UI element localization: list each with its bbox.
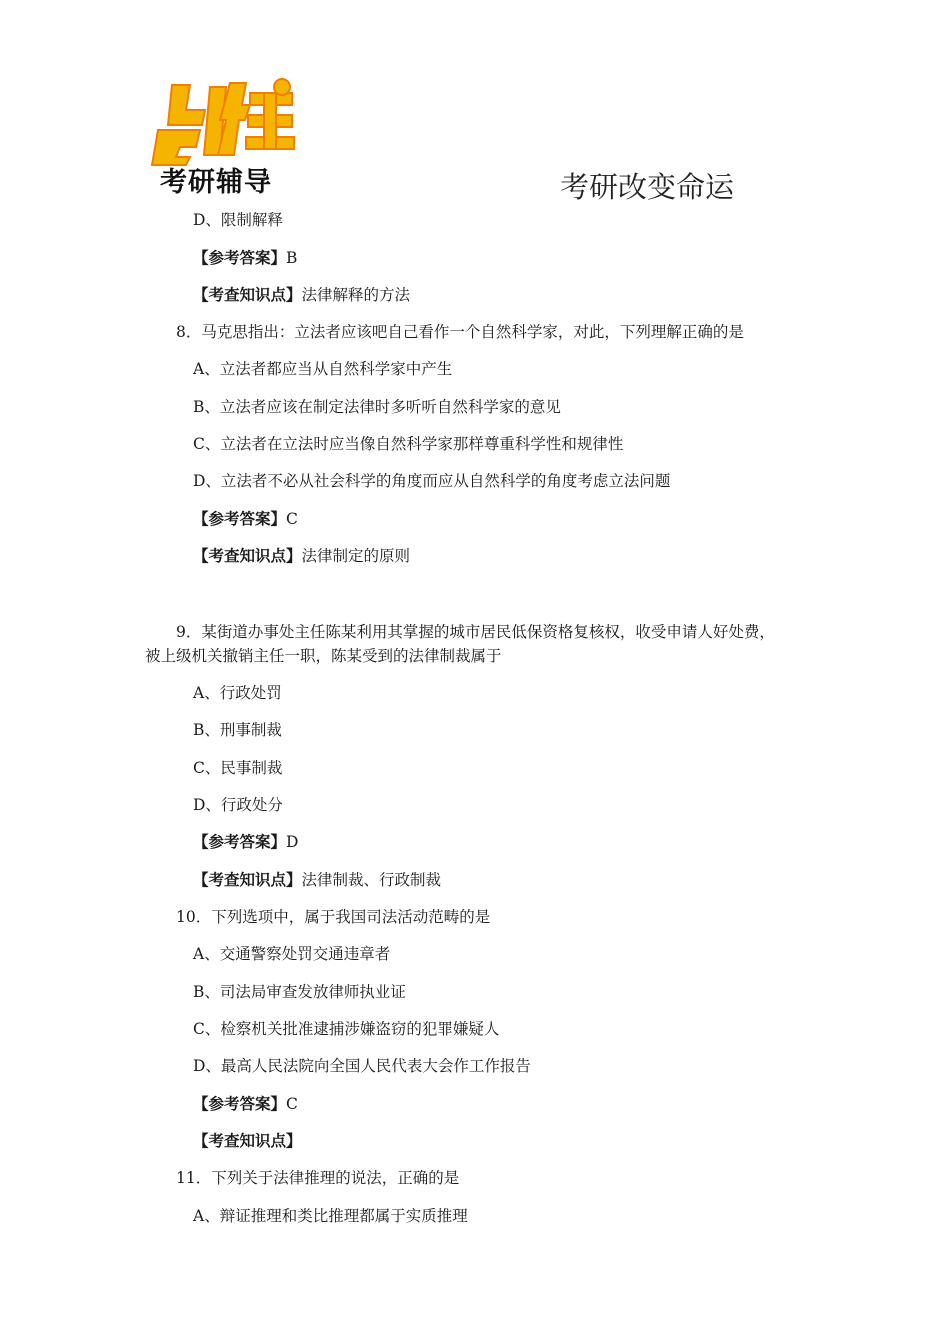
question-11-option-a: A、辩证推理和类比推理都属于实质推理	[193, 1207, 468, 1225]
answer-label: 【参考答案】	[193, 509, 287, 528]
knowledge-label: 【考查知识点】	[193, 870, 302, 889]
knowledge-value: 法律制定的原则	[301, 547, 411, 565]
knowledge-line-7	[193, 284, 410, 306]
knowledge-line-8	[193, 545, 410, 567]
knowledge-value: 法律制裁、行政制裁	[301, 871, 442, 889]
knowledge-label: 【考查知识点】	[193, 546, 302, 565]
answer-line-7	[193, 247, 297, 269]
answer-line-10	[193, 1093, 298, 1115]
question-10: 10．下列选项中，属于我国司法活动范畴的是	[176, 908, 491, 926]
answer-value: D	[286, 833, 299, 851]
question-9-option-c: C、民事制裁	[193, 759, 283, 777]
answer-value: C	[286, 510, 298, 528]
answer-label: 【参考答案】	[193, 832, 287, 851]
question-8-option-d: D、立法者不必从社会科学的角度而应从自然科学的角度考虑立法问题	[193, 472, 671, 490]
knowledge-label: 【考查知识点】	[193, 285, 302, 304]
logo-subtitle: 考研辅导	[160, 167, 272, 198]
answer-label: 【参考答案】	[193, 1094, 287, 1113]
page-header	[0, 0, 950, 205]
answer-line-9	[193, 831, 298, 853]
question-9-option-a: A、行政处罚	[193, 684, 282, 702]
question-10-option-c: C、检察机关批准逮捕涉嫌盗窃的犯罪嫌疑人	[193, 1020, 500, 1038]
knowledge-value: 法律解释的方法	[301, 286, 411, 304]
option-d-prev: D、限制解释	[193, 211, 283, 229]
question-8: 8．马克思指出：立法者应该吧自己看作一个自然科学家，对此，下列理解正确的是	[176, 323, 744, 341]
header-slogan: 考研改变命运	[560, 170, 735, 204]
answer-value: B	[286, 249, 298, 267]
question-8-option-a: A、立法者都应当从自然科学家中产生	[193, 360, 453, 378]
question-10-option-b: B、司法局审查发放律师执业证	[193, 983, 406, 1001]
question-10-option-d: D、最高人民法院向全国人民代表大会作工作报告	[193, 1057, 531, 1075]
answer-label: 【参考答案】	[193, 248, 287, 267]
question-8-option-b: B、立法者应该在制定法律时多听听自然科学家的意见	[193, 398, 561, 416]
question-9-line-2: 被上级机关撤销主任一职，陈某受到的法律制裁属于	[145, 647, 502, 665]
question-11: 11．下列关于法律推理的说法，正确的是	[176, 1169, 460, 1187]
knowledge-line-9	[193, 869, 441, 891]
question-10-option-a: A、交通警察处罚交通违章者	[193, 945, 391, 963]
question-9-option-d: D、行政处分	[193, 796, 283, 814]
question-9-option-b: B、刑事制裁	[193, 721, 282, 739]
answer-value: C	[286, 1095, 298, 1113]
question-8-option-c: C、立法者在立法时应当像自然科学家那样尊重科学性和规律性	[193, 435, 624, 453]
answer-line-8	[193, 508, 298, 530]
knowledge-line-10: 【考查知识点】	[193, 1131, 302, 1150]
question-9-line-1: 9．某街道办事处主任陈某利用其掌握的城市居民低保资格复核权，收受申请人好处费，	[176, 623, 775, 641]
